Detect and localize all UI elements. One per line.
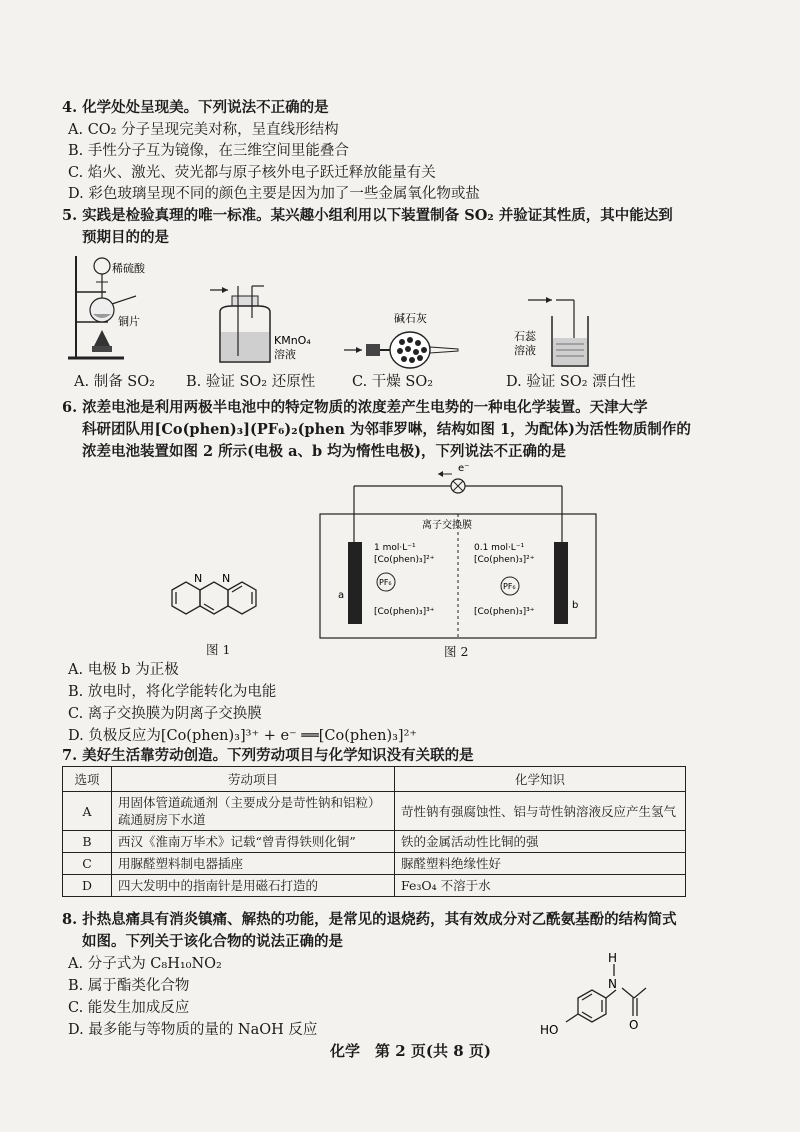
row-b-option: B bbox=[63, 831, 112, 853]
table-header-row bbox=[63, 767, 686, 792]
table-row bbox=[63, 875, 686, 897]
row-a-option: A bbox=[63, 792, 112, 831]
fig2-electrode-a: a bbox=[338, 590, 345, 601]
q5-option-d: D. 验证 SO₂ 漂白性 bbox=[506, 374, 636, 390]
fig1-caption: 图 1 bbox=[206, 642, 231, 657]
q6-stem-line1: 6. 浓差电池是利用两极半电池中的特定物质的浓度差产生电势的一种电化学装置。天津大学 bbox=[62, 399, 648, 416]
fig2-right-concentration: 0.1 mol·L⁻¹ bbox=[474, 543, 525, 553]
row-c-labor: 用脲醛塑料制电器插座 bbox=[112, 853, 395, 875]
q7-stem: 7. 美好生活靠劳动创造。下列劳动项目与化学知识没有关联的是 bbox=[62, 747, 474, 764]
fig1-n-left: N bbox=[194, 572, 203, 585]
fig2-left-concentration: 1 mol·L⁻¹ bbox=[374, 543, 416, 553]
row-d-labor: 四大发明中的指南针是用磁石打造的 bbox=[112, 875, 395, 897]
fig1-phenanthroline bbox=[160, 560, 280, 644]
row-c-option: C bbox=[63, 853, 112, 875]
label-soda-lime: 碱石灰 bbox=[394, 312, 427, 325]
q4-option-c: C. 焰火、激光、荧光都与原子核外电子跃迁释放能量有关 bbox=[68, 165, 436, 181]
apparatus-b-kmno4-bottle bbox=[206, 282, 316, 368]
page-footer: 化学 第 2 页(共 8 页) bbox=[330, 1042, 491, 1060]
label-litmus: 石蕊 bbox=[514, 330, 536, 343]
row-d-option: D bbox=[63, 875, 112, 897]
q8-option-b: B. 属于酯类化合物 bbox=[68, 978, 190, 994]
q8-option-d: D. 最多能与等物质的量的 NaOH 反应 bbox=[68, 1022, 318, 1038]
q4-stem: 4. 化学处处呈现美。下列说法不正确的是 bbox=[62, 99, 329, 116]
label-kmno4: KMnO₄ bbox=[274, 334, 311, 347]
q6-option-d: D. 负极反应为[Co(phen)₃]³⁺ + e⁻ ══[Co(phen)₃]²⁺ bbox=[68, 728, 418, 744]
q5-stem-line2: 预期目的的是 bbox=[82, 229, 169, 246]
label-copper: 铜片 bbox=[118, 315, 140, 328]
label-dilute-acid: 稀硫酸 bbox=[112, 262, 145, 275]
fig2-right-pf6: PF₆ bbox=[503, 582, 516, 591]
struct-o: O bbox=[629, 1018, 639, 1032]
q6-stem-line2: 科研团队用[Co(phen)₃](PF₆)₂(phen 为邻菲罗啉，结构如图 1，为配体)为活性物质制作的 bbox=[82, 421, 691, 438]
fig2-left-co2: [Co(phen)₃]²⁺ bbox=[374, 555, 435, 565]
q7-table bbox=[62, 766, 686, 897]
fig2-left-pf6: PF₆ bbox=[379, 578, 392, 587]
row-b-labor: 西汉《淮南万毕术》记载“曾青得铁则化铜” bbox=[112, 831, 395, 853]
table-row bbox=[63, 792, 686, 831]
header-option: 选项 bbox=[63, 767, 112, 792]
q8-option-c: C. 能发生加成反应 bbox=[68, 1000, 190, 1016]
q5-stem-line1: 5. 实践是检验真理的唯一标准。某兴趣小组利用以下装置制备 SO₂ 并验证其性质，其中能达到 bbox=[62, 207, 673, 224]
apparatus-d-litmus-beaker bbox=[512, 290, 592, 370]
label-kmno4-solution: 溶液 bbox=[274, 348, 296, 361]
apparatus-a-generator bbox=[66, 250, 186, 368]
fig1-n-right: N bbox=[222, 572, 231, 585]
acetaminophen-structure bbox=[536, 948, 696, 1044]
struct-h: H bbox=[608, 951, 618, 965]
fig2-caption: 图 2 bbox=[444, 644, 469, 659]
q6-stem-line3: 浓差电池装置如图 2 所示(电极 a、b 均为惰性电极)，下列说法不正确的是 bbox=[82, 443, 567, 460]
q8-stem-line2: 如图。下列关于该化合物的说法正确的是 bbox=[82, 933, 343, 950]
q6-option-b: B. 放电时，将化学能转化为电能 bbox=[68, 684, 277, 700]
q4-option-a: A. CO₂ 分子呈现完美对称，呈直线形结构 bbox=[68, 122, 339, 138]
q5-option-c: C. 干燥 SO₂ bbox=[352, 374, 434, 390]
fig2-left-co3: [Co(phen)₃]³⁺ bbox=[374, 607, 435, 617]
q4-option-d: D. 彩色玻璃呈现不同的颜色主要是因为加了一些金属氧化物或盐 bbox=[68, 186, 480, 202]
q4-option-b: B. 手性分子互为镜像，在三维空间里能叠合 bbox=[68, 143, 349, 159]
header-knowledge: 化学知识 bbox=[395, 767, 686, 792]
fig2-right-co2: [Co(phen)₃]²⁺ bbox=[474, 555, 535, 565]
q6-option-a: A. 电极 b 为正极 bbox=[68, 662, 179, 678]
apparatus-c-drying-tube bbox=[340, 310, 460, 370]
row-a-labor: 用固体管道疏通剂（主要成分是苛性钠和铝粒）疏通厨房下水道 bbox=[112, 792, 395, 831]
fig2-membrane-label: 离子交换膜 bbox=[422, 520, 472, 531]
fig2-concentration-cell bbox=[312, 462, 604, 642]
q5-option-a: A. 制备 SO₂ bbox=[74, 374, 155, 390]
fig2-right-co3: [Co(phen)₃]³⁺ bbox=[474, 607, 535, 617]
struct-ho: HO bbox=[540, 1023, 559, 1037]
row-a-knowledge: 苛性钠有强腐蚀性、铝与苛性钠溶液反应产生氢气 bbox=[395, 792, 686, 831]
fig2-electrode-b: b bbox=[572, 600, 579, 611]
table-row bbox=[63, 853, 686, 875]
row-d-knowledge: Fe₃O₄ 不溶于水 bbox=[395, 875, 686, 897]
table-row bbox=[63, 831, 686, 853]
q5-option-b: B. 验证 SO₂ 还原性 bbox=[186, 374, 316, 390]
label-litmus-solution: 溶液 bbox=[514, 344, 536, 357]
row-b-knowledge: 铁的金属活动性比铜的强 bbox=[395, 831, 686, 853]
fig2-electron: e⁻ bbox=[458, 463, 470, 474]
struct-n: N bbox=[608, 977, 617, 991]
q8-option-a: A. 分子式为 C₈H₁₀NO₂ bbox=[68, 956, 222, 972]
q6-option-c: C. 离子交换膜为阴离子交换膜 bbox=[68, 706, 262, 722]
row-c-knowledge: 脲醛塑料绝缘性好 bbox=[395, 853, 686, 875]
q8-stem-line1: 8. 扑热息痛具有消炎镇痛、解热的功能，是常见的退烧药，其有效成分对乙酰氨基酚的结构简式 bbox=[62, 911, 677, 928]
header-labor: 劳动项目 bbox=[112, 767, 395, 792]
